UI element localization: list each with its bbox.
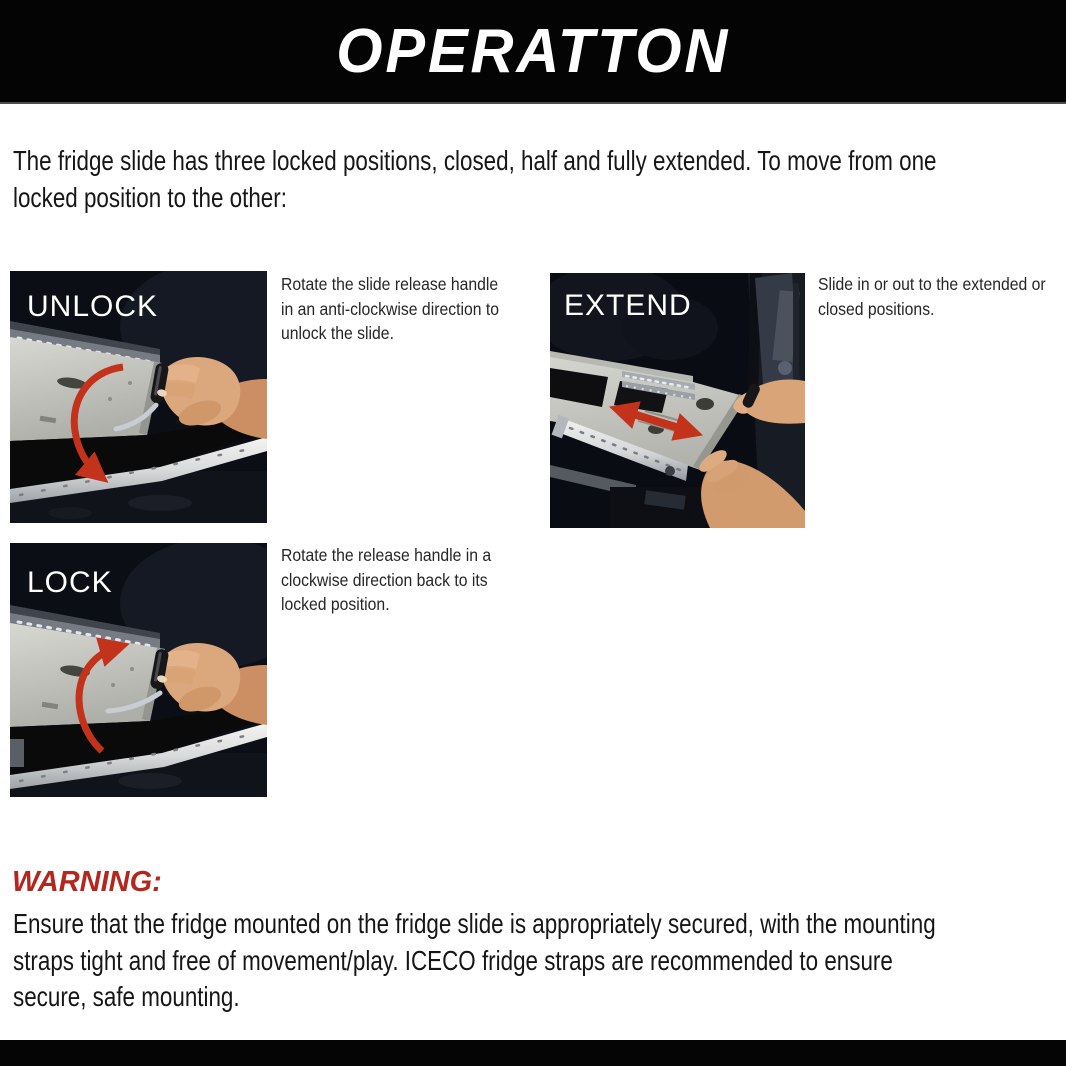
caption-line: in an anti-clockwise direction to	[281, 298, 499, 319]
caption-line: closed positions.	[818, 298, 935, 319]
caption-line: clockwise direction back to its	[281, 569, 488, 590]
unlock-photo-illustration	[10, 271, 267, 523]
unlock-label: UNLOCK	[27, 290, 159, 323]
lock-photo-illustration	[10, 543, 267, 797]
extend-label: EXTEND	[564, 289, 692, 322]
operation-banner	[0, 0, 1066, 104]
page-title: OPERATTON	[335, 16, 731, 86]
warning-heading: WARNING:	[12, 866, 162, 898]
lock-label: LOCK	[27, 566, 113, 599]
warning-line: secure, safe mounting.	[13, 981, 240, 1012]
caption-line: locked position.	[281, 594, 390, 614]
caption-line: Rotate the release handle in a	[281, 545, 492, 565]
bracket	[10, 739, 24, 767]
caption-line: unlock the slide.	[281, 323, 394, 343]
lock-caption	[281, 543, 491, 617]
extend-caption	[818, 272, 1046, 321]
caption-line: Rotate the slide release handle	[281, 274, 499, 294]
footer-bar	[0, 1040, 1066, 1066]
warning-line: straps tight and free of movement/play. ICECO fridge straps are recommended to ensure	[13, 944, 893, 976]
warning-line: Ensure that the fridge mounted on the fridge slide is appropriately secured, with the mounting	[13, 908, 936, 939]
unlock-step-photo	[10, 271, 267, 523]
extend-step-photo	[550, 273, 805, 528]
warning-text	[13, 906, 936, 1016]
intro-line: The fridge slide has three locked positions, closed, half and fully extended. To move from one	[13, 145, 937, 176]
extend-photo-illustration	[550, 273, 805, 528]
intro-text	[13, 142, 937, 216]
unlock-caption	[281, 272, 499, 346]
intro-line: locked position to the other:	[13, 182, 287, 213]
caption-line: Slide in or out to the extended or	[818, 274, 1046, 294]
lock-step-photo	[10, 543, 267, 797]
